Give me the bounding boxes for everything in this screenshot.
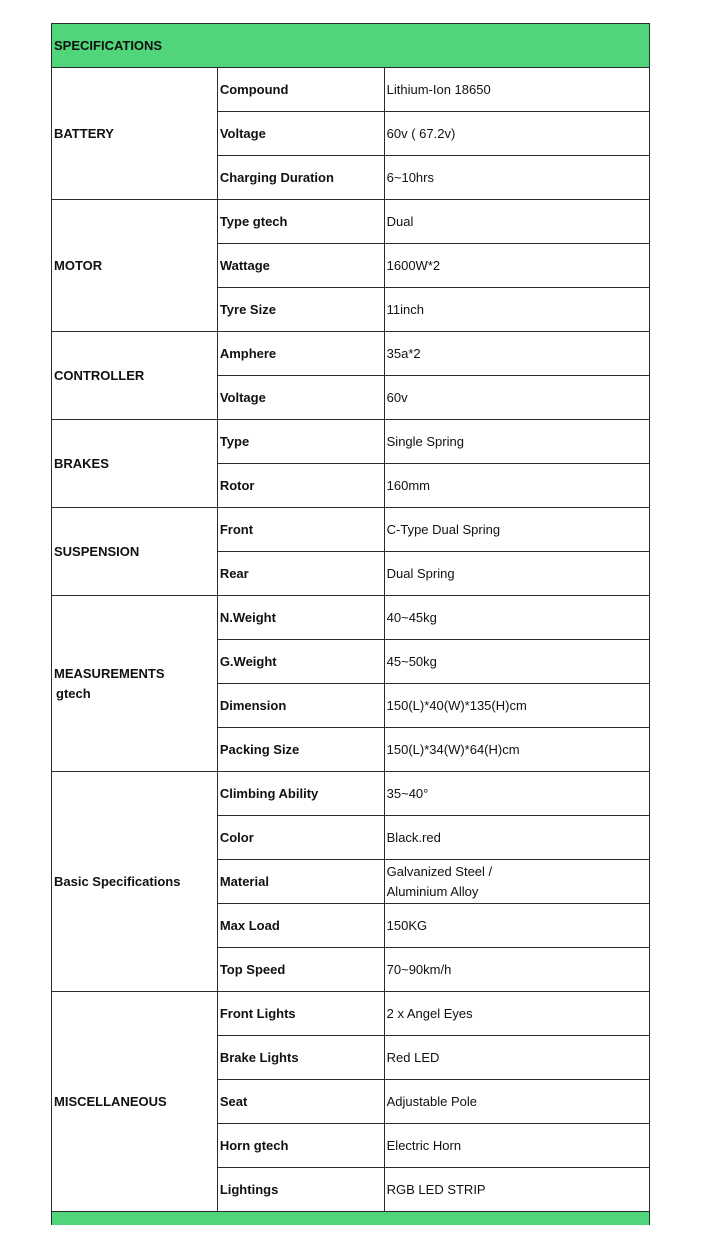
table-row [52,508,650,552]
table-title: SPECIFICATIONS [52,24,650,68]
property-value: 35~40° [384,772,649,816]
category-cell [52,68,218,200]
category-label: CONTROLLER [54,367,145,383]
property-value: 150(L)*34(W)*64(H)cm [384,728,649,772]
property-value: 40~45kg [384,596,649,640]
specifications-table [51,23,650,1225]
footer-bar-cell [52,1212,650,1226]
property-value: Black.red [384,816,649,860]
property-value: 35a*2 [384,332,649,376]
category-cell [52,508,218,596]
property-label: Type gtech [217,200,384,244]
property-label: N.Weight [217,596,384,640]
property-label: Climbing Ability [217,772,384,816]
property-label: Front Lights [217,992,384,1036]
category-cell [52,596,218,772]
property-value: 150(L)*40(W)*135(H)cm [384,684,649,728]
property-label: Dimension [217,684,384,728]
property-value: Adjustable Pole [384,1080,649,1124]
property-value: Dual [384,200,649,244]
category-label: MOTOR [54,257,103,273]
property-value-line1: Galvanized Steel / [386,863,493,879]
category-label-line2: gtech [56,685,91,701]
table-row [52,772,650,816]
property-value: Single Spring [384,420,649,464]
property-value: Red LED [384,1036,649,1080]
category-label: MEASUREMENTS [54,665,165,681]
table-row [52,596,650,640]
category-cell [52,772,218,992]
property-value: 6~10hrs [384,156,649,200]
property-label: Rear [217,552,384,596]
property-label: Color [217,816,384,860]
property-label: Compound [217,68,384,112]
property-value: 45~50kg [384,640,649,684]
property-label: Type [217,420,384,464]
property-label: Wattage [217,244,384,288]
property-value: 160mm [384,464,649,508]
category-label: SUSPENSION [54,543,140,559]
property-value: 1600W*2 [384,244,649,288]
header-row [52,24,650,68]
property-label: Top Speed [217,948,384,992]
property-value: 150KG [384,904,649,948]
property-label: Amphere [217,332,384,376]
property-value-line2: Aluminium Alloy [386,883,479,899]
property-value: Electric Horn [384,1124,649,1168]
table-row [52,200,650,244]
property-value: 60v ( 67.2v) [384,112,649,156]
property-value: 11inch [384,288,649,332]
property-label: Material [217,860,384,904]
property-value: 2 x Angel Eyes [384,992,649,1036]
table-row [52,992,650,1036]
category-cell [52,992,218,1212]
footer-bar [52,1212,650,1226]
property-value: Dual Spring [384,552,649,596]
property-label: Packing Size [217,728,384,772]
property-value: 60v [384,376,649,420]
table-row [52,68,650,112]
category-cell [52,332,218,420]
property-label: Max Load [217,904,384,948]
property-label: Charging Duration [217,156,384,200]
property-label: Front [217,508,384,552]
property-value: Lithium-Ion 18650 [384,68,649,112]
property-label: Rotor [217,464,384,508]
property-label: G.Weight [217,640,384,684]
property-label: Voltage [217,376,384,420]
property-label: Voltage [217,112,384,156]
category-label: BATTERY [54,125,114,141]
category-label: BRAKES [54,455,109,471]
category-label: MISCELLANEOUS [54,1093,167,1109]
property-label: Tyre Size [217,288,384,332]
property-value: C-Type Dual Spring [384,508,649,552]
property-value: 70~90km/h [384,948,649,992]
category-label: Basic Specifications [54,873,181,889]
property-label: Lightings [217,1168,384,1212]
category-cell [52,200,218,332]
property-label: Seat [217,1080,384,1124]
property-label: Horn gtech [217,1124,384,1168]
property-value [384,860,649,904]
property-value: RGB LED STRIP [384,1168,649,1212]
property-label: Brake Lights [217,1036,384,1080]
table-row [52,420,650,464]
table-row [52,332,650,376]
category-cell [52,420,218,508]
